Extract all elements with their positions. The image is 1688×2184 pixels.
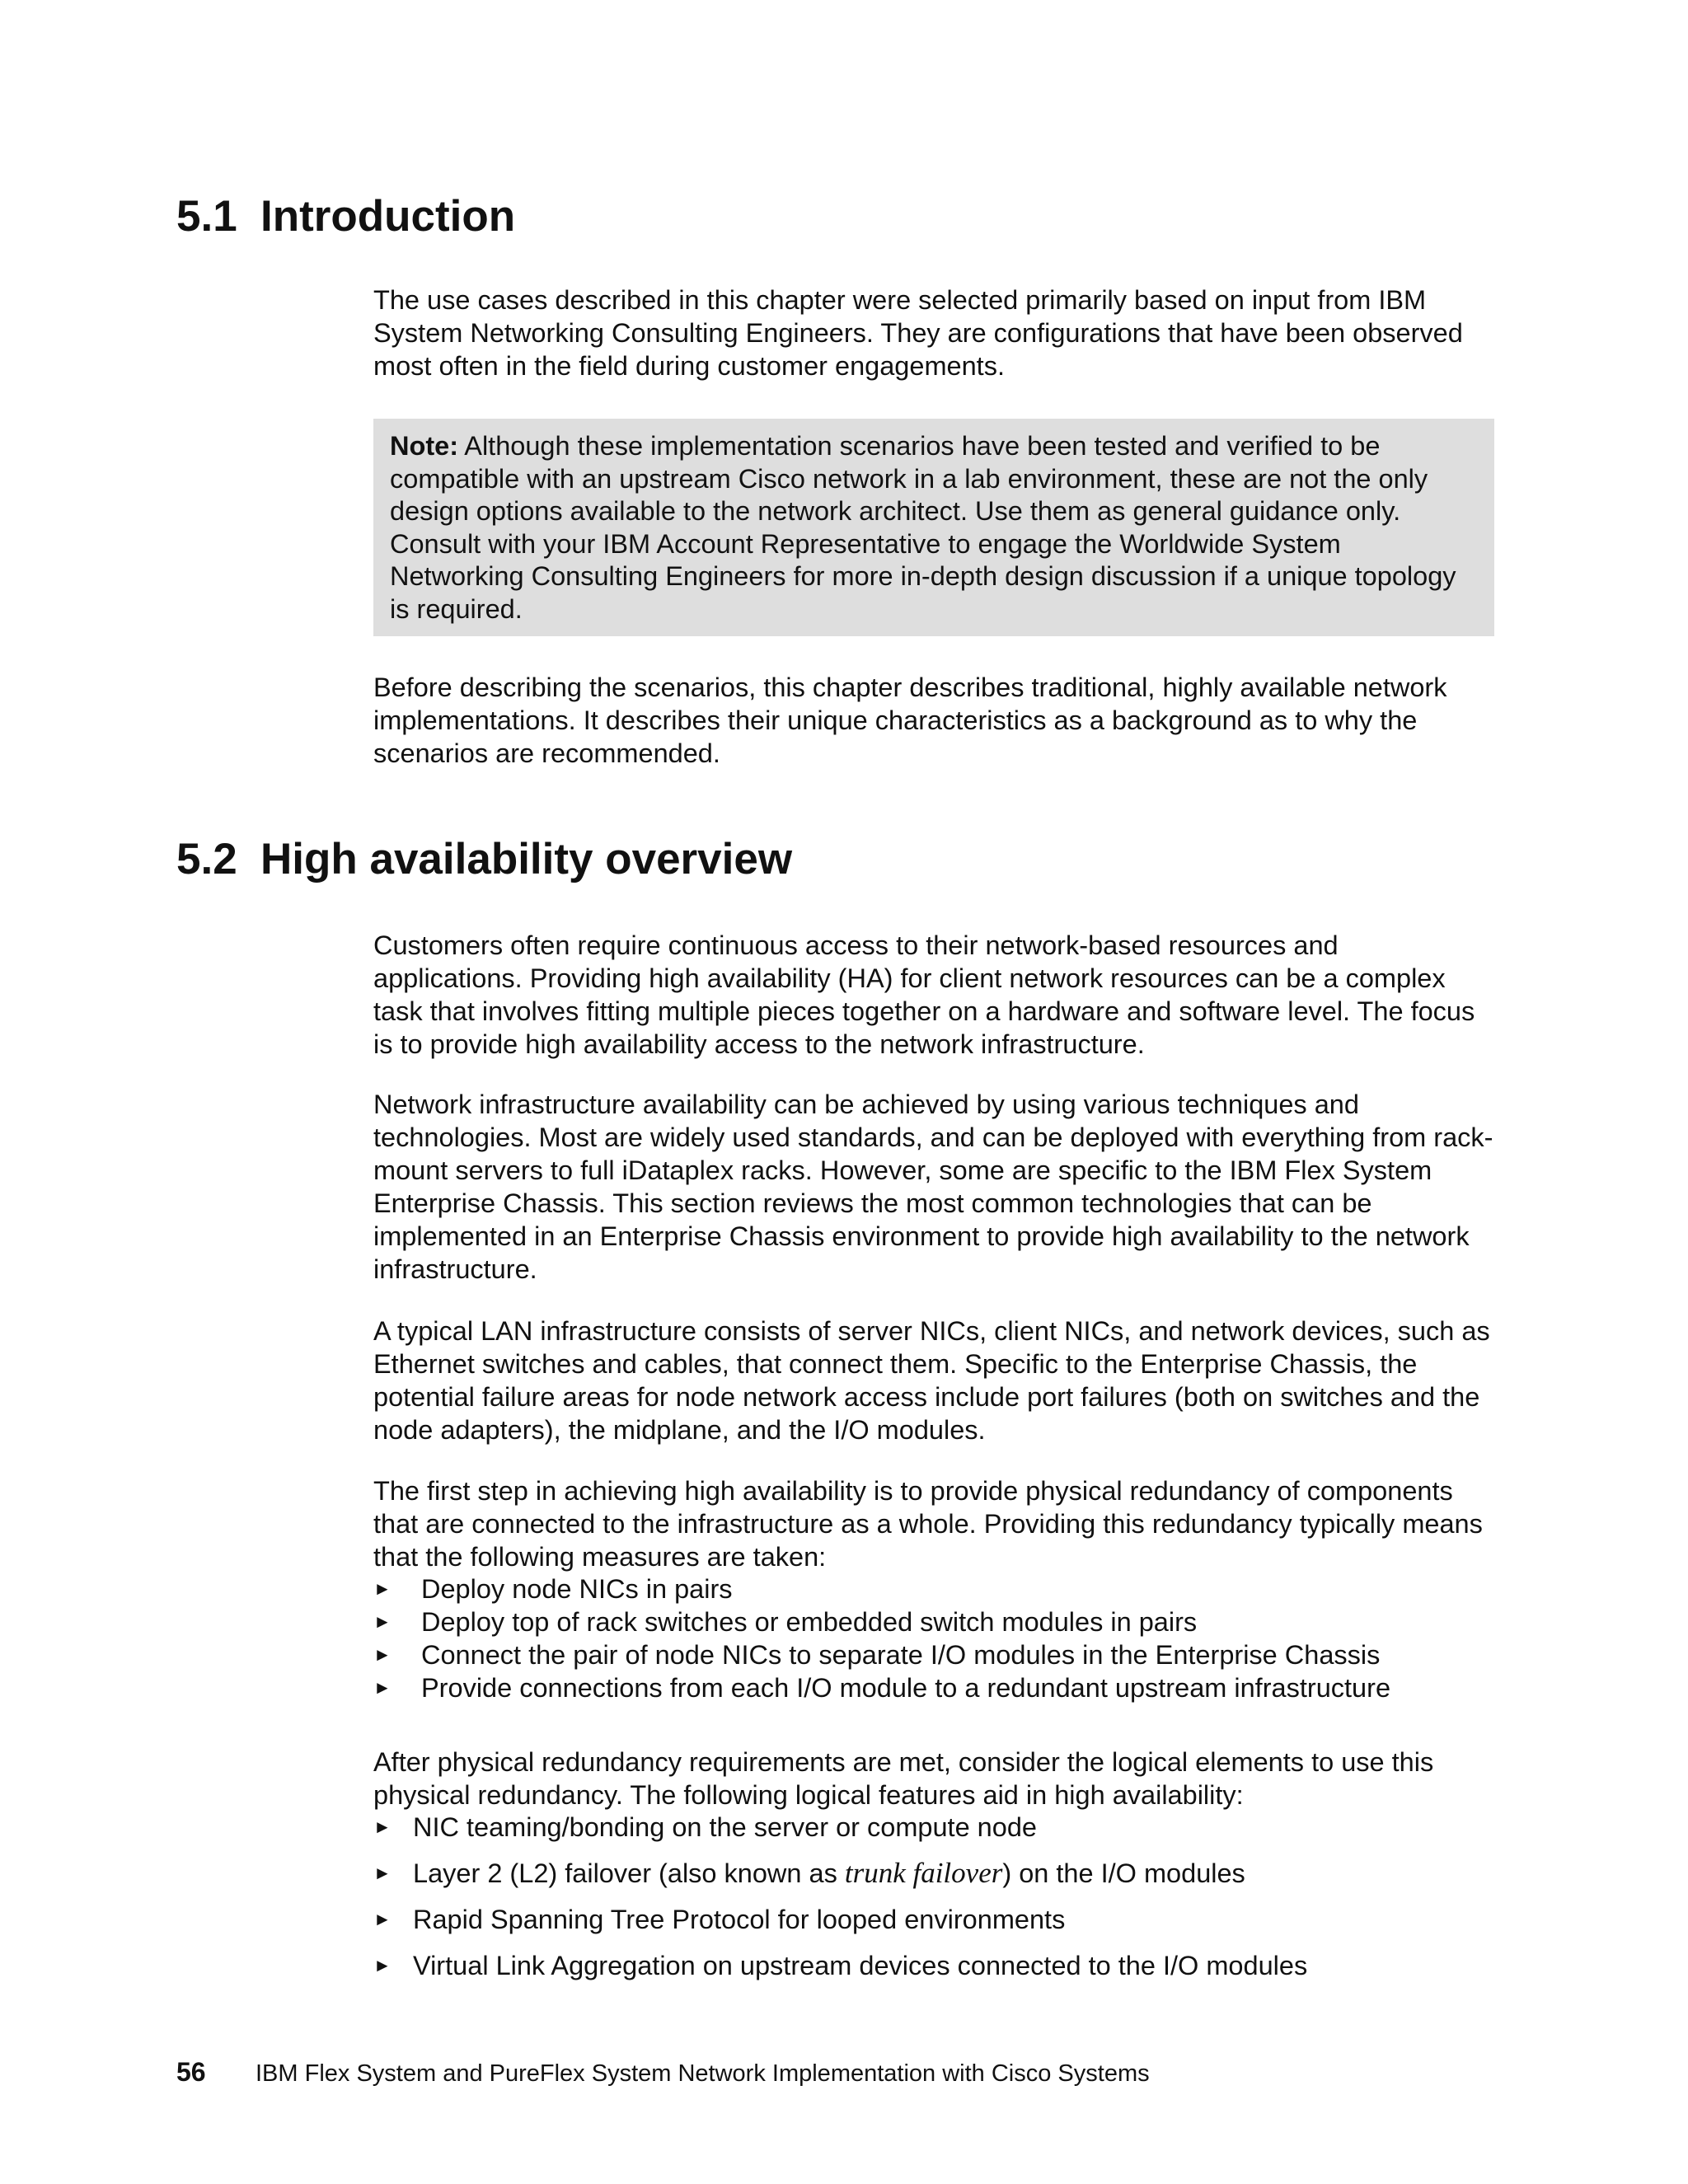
bullet-arrow-icon: ►: [373, 1611, 392, 1632]
bullet-arrow-icon: ►: [373, 1578, 392, 1599]
list-item-text: Rapid Spanning Tree Protocol for looped environments: [413, 1905, 1066, 1934]
logical-features-list: [373, 1811, 1494, 1995]
paragraph: A typical LAN infrastructure consists of server NICs, client NICs, and network devices, such as Ethernet switches and cables, that connect them. Specific to the Enterprise Chassis, the potential failure areas for node network access include port failures (both on switches and the node adapters), the midplane, and the I/O modules.: [373, 1316, 1490, 1445]
list-item: [373, 1857, 1494, 1890]
page-number: 56: [176, 2057, 206, 2087]
ha-paragraph-2: [373, 1088, 1494, 1286]
note-body: Although these implementation scenarios have been tested and verified to be compatible with an upstream Cisco network in a lab environment, these are not the only design options available to the network architect. Use them as general guidance only. Consult with your IBM Account Representative to engage the Worldwide System Networking Consulting Engineers for more in-depth design discussion if a unique topology is required.: [390, 431, 1456, 624]
paragraph: The use cases described in this chapter were selected primarily based on input from IBM System Networking Consulting Engineers. They are configurations that have been observed most often in the field during customer engagements.: [373, 285, 1463, 381]
section-title: Introduction: [260, 192, 516, 241]
list-item-text: NIC teaming/bonding on the server or compute node: [413, 1812, 1037, 1842]
note-text: [390, 430, 1475, 626]
list-item-text: Virtual Link Aggregation on upstream devices connected to the I/O modules: [413, 1951, 1308, 1980]
bullet-arrow-icon: ►: [373, 1677, 392, 1698]
list-item-text: ) on the I/O modules: [1002, 1858, 1245, 1888]
ha-paragraph-5: [373, 1746, 1494, 1811]
section-number: 5.2: [176, 835, 237, 883]
list-item: [373, 1811, 1494, 1844]
list-item-text: Deploy top of rack switches or embedded switch modules in pairs: [421, 1607, 1198, 1637]
bullet-arrow-icon: ►: [373, 1644, 392, 1665]
paragraph: Before describing the scenarios, this chapter describes traditional, highly available network implementations. It describes their unique characteristics as a background as to why the scenarios are recommended.: [373, 673, 1447, 768]
paragraph: Customers often require continuous access to their network-based resources and applications. Providing high availability (HA) for client network resources can be a complex task that involves fitting multiple pieces together on a hardware and software level. The focus is to provide high availability access to the network infrastructure.: [373, 930, 1475, 1059]
bullet-arrow-icon: ►: [373, 1955, 392, 1975]
page-footer: [176, 2055, 1150, 2090]
intro-paragraph-2: [373, 671, 1494, 770]
list-item: [373, 1949, 1494, 1982]
bullet-arrow-icon: ►: [373, 1816, 392, 1837]
note-label: Note:: [390, 431, 459, 461]
list-item: [373, 1638, 1494, 1671]
section-number: 5.1: [176, 192, 237, 241]
bullet-arrow-icon: ►: [373, 1909, 392, 1929]
bullet-arrow-icon: ►: [373, 1863, 392, 1883]
note-box: [373, 419, 1494, 636]
section-title: High availability overview: [260, 835, 793, 883]
ha-paragraph-3: [373, 1315, 1494, 1446]
book-title: IBM Flex System and PureFlex System Network Implementation with Cisco Systems: [256, 2060, 1150, 2087]
section-heading-high-availability: [176, 834, 792, 885]
list-item-text: Deploy node NICs in pairs: [421, 1574, 733, 1604]
ha-paragraph-4: [373, 1474, 1494, 1573]
paragraph: After physical redundancy requirements are met, consider the logical elements to use this physical redundancy. The following logical features aid in high availability:: [373, 1747, 1434, 1810]
list-item-text: Provide connections from each I/O module to a redundant upstream infrastructure: [421, 1673, 1391, 1703]
list-item: [373, 1903, 1494, 1936]
section-heading-introduction: [176, 191, 515, 242]
list-item-text: Connect the pair of node NICs to separate I/O modules in the Enterprise Chassis: [421, 1640, 1381, 1670]
list-item: [373, 1671, 1494, 1704]
list-item: [373, 1605, 1494, 1638]
term-italic: trunk failover: [844, 1857, 1003, 1889]
ha-paragraph-1: [373, 929, 1494, 1061]
list-item: [373, 1572, 1494, 1605]
list-item-text: Layer 2 (L2) failover (also known as: [413, 1858, 845, 1888]
paragraph: Network infrastructure availability can be achieved by using various techniques and technologies. Most are widely used standards, and can be deployed with everything from rack-mount servers to full iDataplex racks. However, some are specific to the IBM Flex System Enterprise Chassis. This section reviews the most common technologies that can be implemented in an Enterprise Chassis environment to provide high availability to the network infrastructure.: [373, 1090, 1493, 1284]
physical-measures-list: [373, 1572, 1494, 1704]
intro-paragraph-1: [373, 284, 1494, 382]
paragraph: The first step in achieving high availability is to provide physical redundancy of components that are connected to the infrastructure as a whole. Providing this redundancy typically means that the following measures are taken:: [373, 1476, 1483, 1572]
